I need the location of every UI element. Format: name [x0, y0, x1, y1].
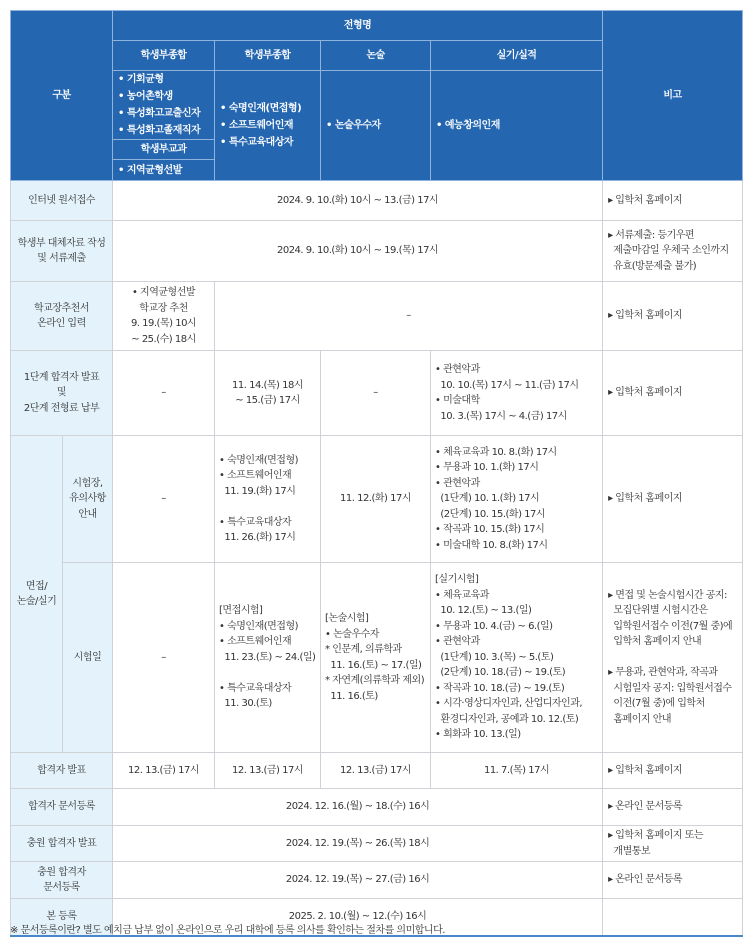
header-remarks: 비고 [603, 11, 743, 181]
row-note: ▸ 입학처 홈페이지 [603, 282, 743, 351]
row-label: 학교장추천서 온라인 입력 [11, 282, 113, 351]
table-row [11, 221, 743, 282]
row-label: 합격자 문서등록 [11, 789, 113, 826]
admission-schedule-table [10, 10, 743, 937]
table-row [11, 862, 743, 899]
row-note: ▸ 온라인 문서등록 [603, 789, 743, 826]
row-value: 2025. 2. 10.(월) ~ 12.(수) 16시 [113, 899, 603, 936]
header-col2-items: • 숙명인재(면접형) • 소프트웨어인재 • 특수교육대상자 [215, 71, 321, 181]
row-cell: – [113, 351, 215, 436]
row-cell: 12. 13.(금) 17시 [215, 753, 321, 789]
footnote: ※ 문서등록이란? 별도 예치금 납부 없이 온라인으로 우리 대학에 등록 의사를 확인하는 절차를 의미합니다. [10, 925, 445, 936]
table-row [11, 351, 743, 436]
row-note [603, 899, 743, 936]
table-row [11, 753, 743, 789]
row-note: ▸ 입학처 홈페이지 [603, 181, 743, 221]
row-cell: – [321, 351, 431, 436]
header-col1-sub-item: • 지역균형선발 [113, 160, 215, 181]
row-cell: [실기시험] • 체육교육과 10. 12.(토) ~ 13.(일) • 무용과 10. 4.(금) ~ 6.(일) • 관현악과 (1단계) 10. 3.(목) ~ 5.(토) (2단계) 10. 18.(금) ~ 19.(토) • 작곡과 10. 18.(금) ~ 19.(토) • 시각·영상디자인과, 산업디자인과, 환경디자인과, 공예과 10. 12.(토) • 회화과 10. 13.(일) [431, 563, 603, 753]
table-row [11, 282, 743, 351]
row-note: ▸ 서류제출: 등기우편 제출마감일 우체국 소인까지 유효(방문제출 불가) [603, 221, 743, 282]
header-col4-items: • 예능창의인재 [431, 71, 603, 181]
row-cell: 11. 14.(목) 18시 ~ 15.(금) 17시 [215, 351, 321, 436]
row-value: 2024. 12. 19.(목) ~ 27.(금) 16시 [113, 862, 603, 899]
table-row [11, 563, 743, 753]
row-note: ▸ 온라인 문서등록 [603, 862, 743, 899]
row-cell: 12. 13.(금) 17시 [321, 753, 431, 789]
header-group: 학생부종합 [113, 41, 215, 71]
row-value: 2024. 9. 10.(화) 10시 ~ 13.(금) 17시 [113, 181, 603, 221]
row-label: 학생부 대체자료 작성 및 서류제출 [11, 221, 113, 282]
row-note: ▸ 입학처 홈페이지 [603, 351, 743, 436]
row-cell: – [113, 563, 215, 753]
row-value: 2024. 9. 10.(화) 10시 ~ 19.(목) 17시 [113, 221, 603, 282]
table-row [11, 789, 743, 826]
row-note: ▸ 면접 및 논술시험시간 공지: 모집단위별 시험시간은 입학원서접수 이전(7월 중)에 입학처 홈페이지 안내 ▸ 무용과, 관현악과, 작곡과 시험일자 공지: 입학원서접수 이전(7월 중)에 입학처 홈페이지 안내 [603, 563, 743, 753]
header-col3-items: • 논술우수자 [321, 71, 431, 181]
row-cell: • 관현악과 10. 10.(목) 17시 ~ 11.(금) 17시 • 미술대학 10. 3.(목) 17시 ~ 4.(금) 17시 [431, 351, 603, 436]
row-note: ▸ 입학처 홈페이지 [603, 436, 743, 563]
row-label: 시험장, 유의사항 안내 [63, 436, 113, 563]
row-cell: • 체육교육과 10. 8.(화) 17시 • 무용과 10. 1.(화) 17시 • 관현악과 (1단계) 10. 1.(화) 17시 (2단계) 10. 15.(화) 17시 • 작곡과 10. 15.(화) 17시 • 미술대학 10. 8.(화) 17시 [431, 436, 603, 563]
row-cell: 12. 13.(금) 17시 [113, 753, 215, 789]
table-row [11, 826, 743, 862]
header-col1-sub: 학생부교과 [113, 140, 215, 160]
row-label: 충원 합격자 발표 [11, 826, 113, 862]
row-cell: [면접시험] • 숙명인재(면접형) • 소프트웨어인재 11. 23.(토) ~ 24.(일) • 특수교육대상자 11. 30.(토) [215, 563, 321, 753]
table-row [11, 181, 743, 221]
row-note: ▸ 입학처 홈페이지 또는 개별통보 [603, 826, 743, 862]
row-cell: – [215, 282, 603, 351]
row-label: 인터넷 원서접수 [11, 181, 113, 221]
row-label: 시험일 [63, 563, 113, 753]
row-label: 합격자 발표 [11, 753, 113, 789]
row-label: 충원 합격자 문서등록 [11, 862, 113, 899]
header-group: 논술 [321, 41, 431, 71]
row-cell: • 지역균형선발 학교장 추천 9. 19.(목) 10시 ~ 25.(수) 18시 [113, 282, 215, 351]
row-group-label: 면접/ 논술/실기 [11, 436, 63, 753]
table-row [11, 436, 743, 563]
row-cell: 11. 12.(화) 17시 [321, 436, 431, 563]
header-type-name: 전형명 [113, 11, 603, 41]
row-label: 본 등록 [11, 899, 113, 936]
header-col1-items: • 기회균형 • 농어촌학생 • 특성화고교출신자 • 특성화고졸재직자 [113, 71, 215, 140]
row-cell: • 숙명인재(면접형) • 소프트웨어인재 11. 19.(화) 17시 • 특수교육대상자 11. 26.(화) 17시 [215, 436, 321, 563]
row-cell: [논술시험] • 논술우수자 * 인문계, 의류학과 11. 16.(토) ~ 17.(일) * 자연계(의류학과 제외) 11. 16.(토) [321, 563, 431, 753]
header-group: 학생부종합 [215, 41, 321, 71]
row-value: 2024. 12. 19.(목) ~ 26.(목) 18시 [113, 826, 603, 862]
row-label: 1단계 합격자 발표 및 2단계 전형료 납부 [11, 351, 113, 436]
header-group: 실기/실적 [431, 41, 603, 71]
row-cell: 11. 7.(목) 17시 [431, 753, 603, 789]
header-category: 구분 [11, 11, 113, 181]
row-note: ▸ 입학처 홈페이지 [603, 753, 743, 789]
row-value: 2024. 12. 16.(월) ~ 18.(수) 16시 [113, 789, 603, 826]
row-cell: – [113, 436, 215, 563]
